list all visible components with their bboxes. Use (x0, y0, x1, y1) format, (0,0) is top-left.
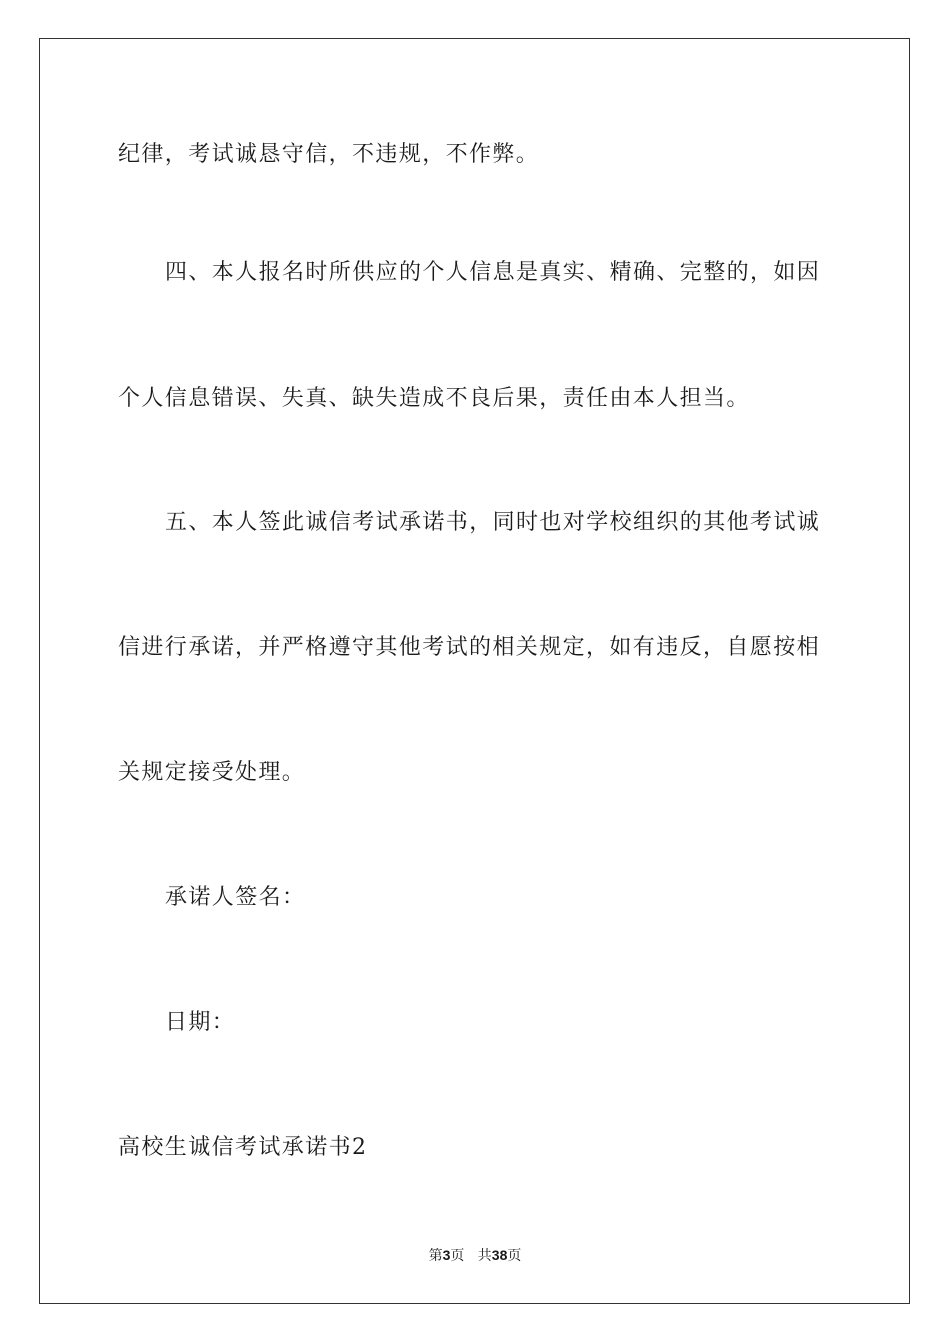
paragraph-line-4: 五、本人签此诚信考试承诺书，同时也对学校组织的其他考试诚 (165, 510, 821, 535)
footer-page-number: 3 (442, 1247, 451, 1263)
page-border (39, 38, 910, 1304)
date-label: 日期： (165, 1010, 236, 1035)
paragraph-line-1: 纪律，考试诚恳守信，不违规，不作弊。 (118, 142, 540, 167)
section-title: 高校生诚信考试承诺书2 (118, 1135, 368, 1160)
paragraph-line-5: 信进行承诺，并严格遵守其他考试的相关规定，如有违反，自愿按相 (118, 635, 821, 660)
footer-total-pages: 38 (491, 1247, 508, 1263)
paragraph-line-2: 四、本人报名时所供应的个人信息是真实、精确、完整的，如因 (165, 260, 821, 285)
footer-middle: 页 共 (450, 1248, 492, 1264)
footer-prefix: 第 (428, 1248, 443, 1264)
signature-label: 承诺人签名： (165, 885, 306, 910)
footer-suffix: 页 (507, 1248, 522, 1264)
paragraph-line-6: 关规定接受处理。 (118, 760, 306, 785)
paragraph-line-3: 个人信息错误、失真、缺失造成不良后果，责任由本人担当。 (118, 386, 750, 411)
page-footer (0, 1245, 950, 1266)
